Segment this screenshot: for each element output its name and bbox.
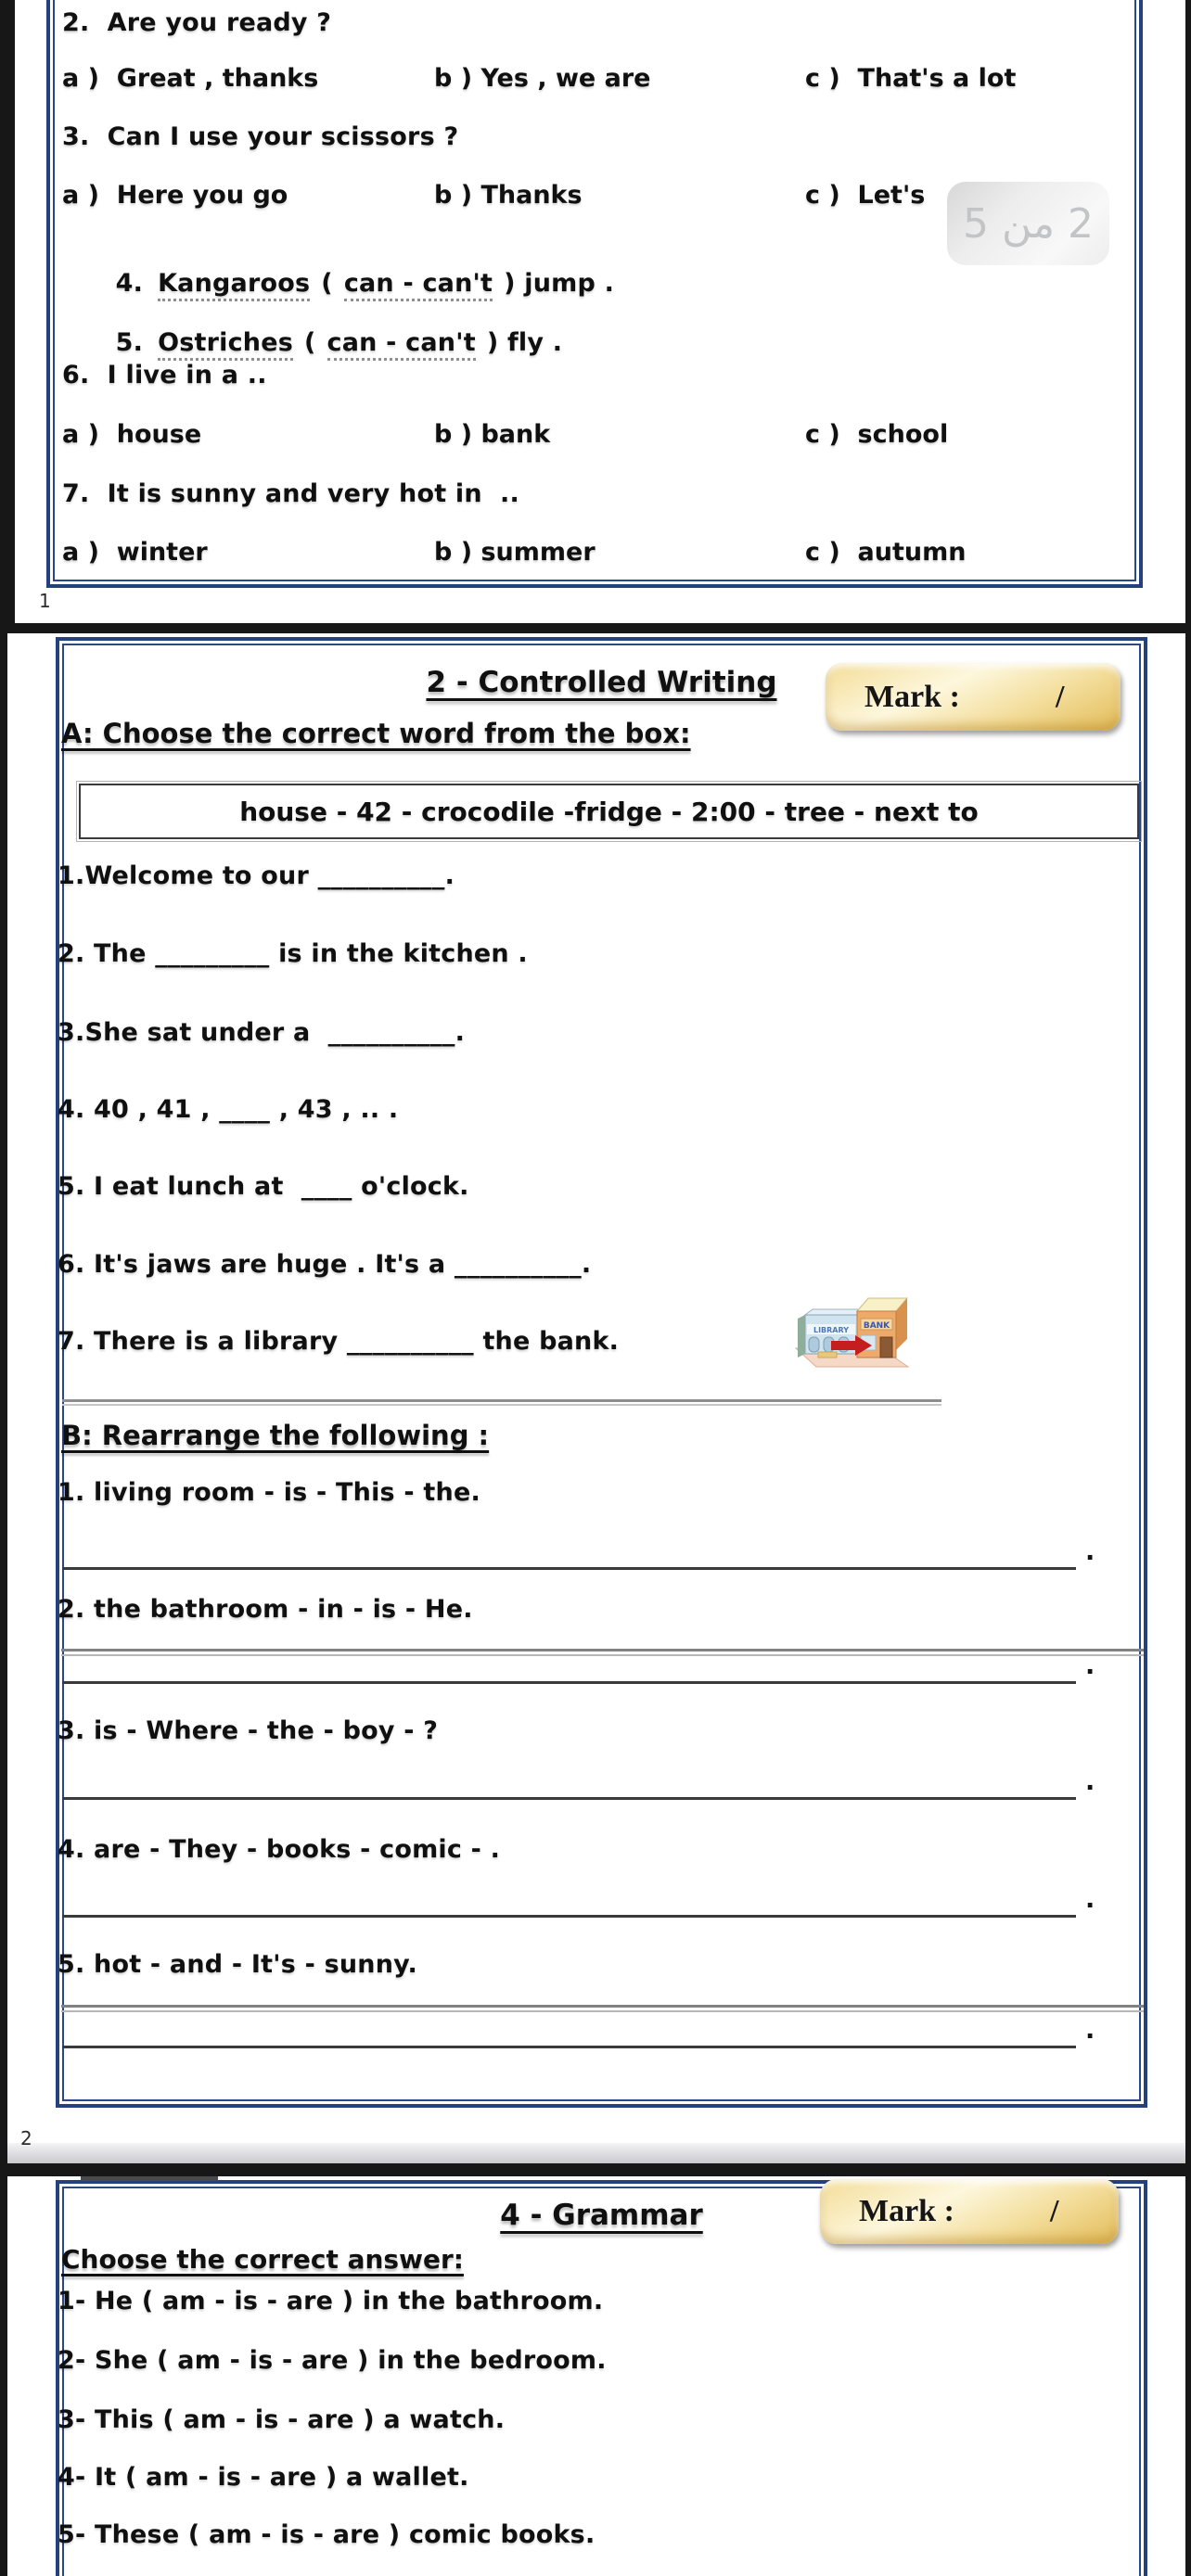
option-c: c ) autumn <box>805 538 967 567</box>
option-a: a ) Here you go <box>62 181 288 210</box>
mark-slash: / <box>1050 2194 1059 2228</box>
options-q7 <box>62 538 1138 575</box>
fill-item-1: 1.Welcome to our __________. <box>58 861 455 890</box>
mark-label: Mark : <box>864 679 960 714</box>
option-c: c ) Let's <box>805 181 926 210</box>
library-bank-clipart-icon <box>790 1291 914 1371</box>
question-3: 3. Can I use your scissors ? <box>62 122 459 151</box>
page-2-border-frame <box>56 637 1147 2108</box>
section-b-heading: B: Rearrange the following : <box>61 1420 490 1451</box>
grammar-item-4: 4- It ( am - is - are ) a wallet. <box>58 2463 469 2492</box>
fill-item-4: 4. 40 , 41 , ____ , 43 , .. . <box>58 1095 399 1124</box>
grammar-heading: Choose the correct answer: <box>61 2244 464 2275</box>
fill-item-7: 7. There is a library __________ the bank. <box>58 1327 620 1356</box>
section-4-title: 4 - Grammar <box>500 2199 703 2232</box>
rearrange-item-1: 1. living room - is - This - the. <box>58 1478 480 1507</box>
option-b: b ) bank <box>434 420 551 449</box>
answer-line-1 <box>62 1567 1076 1570</box>
question-number: 5. <box>115 328 144 357</box>
word-bank-box: house - 42 - crocodile -fridge - 2:00 - tree - next to <box>79 784 1139 839</box>
worksheet-page-1 <box>15 0 1185 623</box>
fill-item-6: 6. It's jaws are huge . It's a __________. <box>58 1250 592 1279</box>
grammar-item-3: 3- This ( am - is - are ) a watch. <box>58 2405 506 2434</box>
answer-line-period: . <box>1085 1885 1095 1914</box>
answer-line-3 <box>62 1797 1076 1800</box>
fill-item-5: 5. I eat lunch at ____ o'clock. <box>58 1172 469 1201</box>
question-number: 4. <box>115 269 144 298</box>
answer-line-5 <box>62 2046 1076 2048</box>
paren-open: ( <box>321 269 333 298</box>
question-7: 7. It is sunny and very hot in .. <box>62 479 519 508</box>
svg-text:LIBRARY: LIBRARY <box>813 1326 850 1334</box>
section-a-heading: A: Choose the correct word from the box: <box>61 718 691 749</box>
squiggle-word: Kangaroos <box>158 269 310 301</box>
answer-line-4 <box>62 1915 1076 1918</box>
grammar-item-1: 1- He ( am - is - are ) in the bathroom. <box>58 2287 604 2315</box>
options-q2 <box>62 64 1138 101</box>
answer-line-period: . <box>1085 2016 1095 2045</box>
rearrange-item-4: 4. are - They - books - comic - . <box>58 1835 501 1864</box>
ruled-line <box>61 2005 1144 2012</box>
page-number-2: 2 <box>20 2127 32 2149</box>
squiggle-choices: can - can't <box>327 328 476 361</box>
option-c: c ) school <box>805 420 949 449</box>
page-number-1: 1 <box>39 590 51 612</box>
paren-open: ( <box>303 328 316 357</box>
question-tail: ) fly . <box>486 328 563 357</box>
ruled-line <box>61 1649 1144 1656</box>
section-divider <box>62 1399 941 1406</box>
fill-item-3: 3.She sat under a __________. <box>58 1018 466 1047</box>
section-2-title: 2 - Controlled Writing <box>426 666 777 699</box>
option-a: a ) Great , thanks <box>62 64 319 93</box>
answer-line-period: . <box>1085 1767 1095 1796</box>
rearrange-item-3: 3. is - Where - the - boy - ? <box>58 1716 439 1745</box>
question-2: 2. Are you ready ? <box>62 8 332 37</box>
mark-label: Mark : <box>859 2194 954 2228</box>
option-b: b ) summer <box>434 538 596 567</box>
grammar-item-2: 2- She ( am - is - are ) in the bedroom. <box>58 2346 607 2375</box>
squiggle-choices: can - can't <box>344 269 493 301</box>
mark-box <box>820 2179 1119 2244</box>
fill-item-2: 2. The _________ is in the kitchen . <box>58 939 528 968</box>
page-position-badge <box>947 182 1109 265</box>
grammar-item-5: 5- These ( am - is - are ) comic books. <box>58 2520 596 2549</box>
rearrange-item-2: 2. the bathroom - in - is - He. <box>58 1595 473 1624</box>
option-a: a ) house <box>62 420 202 449</box>
answer-line-period: . <box>1085 1537 1095 1566</box>
mark-slash: / <box>1056 679 1065 714</box>
page-2-bottom-shade <box>7 2143 1185 2163</box>
mark-box <box>826 663 1121 731</box>
question-6: 6. I live in a .. <box>62 361 267 389</box>
option-b: b ) Thanks <box>434 181 583 210</box>
rearrange-item-5: 5. hot - and - It's - sunny. <box>58 1950 417 1979</box>
question-tail: ) jump . <box>504 269 615 298</box>
answer-line-period: . <box>1085 1651 1095 1680</box>
squiggle-word: Ostriches <box>158 328 293 361</box>
option-c: c ) That's a lot <box>805 64 1017 93</box>
page-position-label: 2 من 5 <box>962 199 1095 248</box>
option-b: b ) Yes , we are <box>434 64 651 93</box>
svg-text:BANK: BANK <box>863 1321 890 1331</box>
answer-line-2 <box>62 1681 1076 1684</box>
scan-artifact <box>81 2176 218 2181</box>
option-a: a ) winter <box>62 538 208 567</box>
options-q6 <box>62 420 1138 457</box>
